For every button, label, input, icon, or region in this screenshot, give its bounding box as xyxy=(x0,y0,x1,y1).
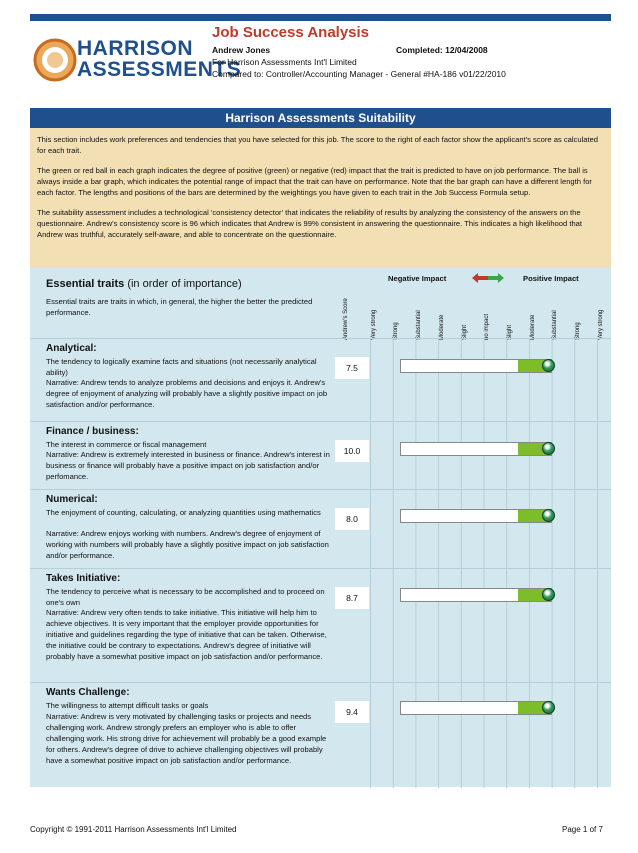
score-column-label: Andrew's Score xyxy=(343,298,349,340)
section-title: Harrison Assessments Suitability xyxy=(30,108,611,128)
essential-traits-heading: Essential traits xyxy=(46,278,125,290)
impact-grid xyxy=(370,339,611,422)
impact-column-label: Very strong xyxy=(371,309,377,340)
score-column-header xyxy=(342,296,352,340)
impact-column-header xyxy=(529,296,539,340)
trait-narrative: Narrative: Andrew enjoys working with numbers. Andrew's degree of enjoyment of working with numbers will probably have a slightly positive impact on job satisfaction and/or performance. xyxy=(46,529,329,560)
impact-column-header xyxy=(438,296,448,340)
impact-column-label: Moderate xyxy=(439,314,445,340)
impact-bar-track xyxy=(400,509,552,523)
trait-narrative: Narrative: Andrew is very motivated by challenging tasks or projects and needs challenging work. Andrew strongly prefers an employer who is able to offer challenging work. His strong drive for achievement will probably be a good example for others. Andrew's degree of drive to achieve challenging objectives will probably have a somewhat positive impact on job satisfaction and/or performance. xyxy=(46,712,327,765)
essential-traits-suffix: (in order of importance) xyxy=(124,278,242,290)
impact-column-label: Moderate xyxy=(530,314,536,340)
company-line: For Harrison Assessments Int'l Limited xyxy=(212,57,357,67)
trait-row xyxy=(30,421,611,489)
impact-column-header xyxy=(392,296,402,340)
impact-column-label: Slight xyxy=(507,324,513,340)
trait-definition: The enjoyment of counting, calculating, or analyzing quantities using mathematics xyxy=(46,508,321,517)
trait-row xyxy=(30,682,611,787)
intro-paragraph: This section includes work preferences and tendencies that you have selected for this job. The score to the right of each factor show the applicant's score as calculated for each trait. xyxy=(37,135,599,155)
trait-score: 7.5 xyxy=(335,357,369,379)
impact-column-header xyxy=(597,296,607,340)
impact-ball xyxy=(542,588,555,601)
footer-page-number: Page 1 of 7 xyxy=(562,825,603,834)
impact-column-label: Strong xyxy=(393,322,399,340)
impact-column-label: Substantial xyxy=(416,310,422,340)
impact-column-header xyxy=(551,296,561,340)
candidate-name: Andrew Jones xyxy=(212,45,271,55)
impact-column-header xyxy=(506,296,516,340)
trait-narrative: Narrative: Andrew tends to analyze problems and decisions and enjoys it. Andrew's degree of enjoyment of analyzing will probably have a slightly positive impact on job satisfaction and/or performance. xyxy=(46,378,328,409)
impact-column-label: Substantial xyxy=(552,310,558,340)
trait-title: Numerical: xyxy=(46,494,98,505)
trait-score: 9.4 xyxy=(335,701,369,723)
intro-paragraph: The suitability assessment includes a technological 'consistency detector' that indicates the reliability of results by analyzing the consistency of the answers on the questionnaire. Andrew's consistency score is 96 which indicates that Andrew is 99% consistent in answering the questionnaire. This indicates a high likelihood that Andrew was truthful, accurately self-aware, and able to concentrate on the questionnaire. xyxy=(37,208,582,239)
logo-line2: ASSESSMENTS xyxy=(77,58,242,81)
negative-impact-label: Negative Impact xyxy=(388,274,447,283)
trait-narrative: Narrative: Andrew is extremely interested in business or finance. Andrew's interest in business or finance will probably have a positive impact on job satisfaction and/or perfomance. xyxy=(46,450,330,481)
trait-narrative: Narrative: Andrew very often tends to take initiative. This initiative will help him to achieve objectives. It is very important that the employer provide opportunities for initiative and guidelines regarding the type of initiative that can be taken. Otherwise, the initiative could be contrary to expectations. Andrew's degree of initiative will probably have a somewhat positive impact on job satisfaction and/or performance. xyxy=(46,608,327,661)
trait-definition: The willingness to attempt difficult tasks or goals xyxy=(46,701,209,710)
traits-panel xyxy=(30,268,611,787)
impact-grid xyxy=(370,569,611,683)
trait-row xyxy=(30,568,611,682)
positive-impact-label: Positive Impact xyxy=(523,274,579,283)
logo-line1: HARRISON xyxy=(77,37,194,60)
impact-grid xyxy=(370,422,611,490)
trait-row xyxy=(30,338,611,421)
impact-column-label: Very strong xyxy=(598,309,604,340)
impact-column-label: Slight xyxy=(462,324,468,340)
trait-score: 10.0 xyxy=(335,440,369,462)
trait-title: Takes Initiative: xyxy=(46,573,121,584)
trait-score: 8.7 xyxy=(335,587,369,609)
trait-definition: The tendency to logically examine facts and situations (not necessarily analytical ability) xyxy=(46,357,317,377)
impact-column-label: Strong xyxy=(575,322,581,340)
impact-ball xyxy=(542,359,555,372)
trait-title: Analytical: xyxy=(46,343,97,354)
intro-paragraph: The green or red ball in each graph indicates the degree of positive (green) or negative (red) impact that the trait is predicted to have on job performance. The ball is always inside a bar graph, which indicates the potential range of impact that the trait can have on performance. Note that the bar graph can have a different length for each factor. The lengths and positions of the bars are determined by the weightings you have given to each trait in the Job Success Formula setup. xyxy=(37,166,592,197)
compared-line: Compared to: Controller/Accounting Manager - General #HA-186 v01/22/2010 xyxy=(212,69,506,79)
essential-traits-description: Essential traits are traits in which, in general, the higher the better the predicted performance. xyxy=(46,297,313,317)
trait-score: 8.0 xyxy=(335,508,369,530)
impact-arrows-icon xyxy=(472,272,504,284)
intro-panel xyxy=(30,128,611,268)
impact-bar-track xyxy=(400,588,552,602)
footer-copyright: Copyright © 1991-2011 Harrison Assessments Int'l Limited xyxy=(30,825,237,834)
impact-column-header xyxy=(574,296,584,340)
trait-title: Wants Challenge: xyxy=(46,687,130,698)
impact-grid xyxy=(370,490,611,569)
trait-title: Finance / business: xyxy=(46,426,139,437)
impact-ball xyxy=(542,442,555,455)
impact-ball xyxy=(542,509,555,522)
trait-definition: The interest in commerce or fiscal management xyxy=(46,440,207,449)
trait-row xyxy=(30,489,611,568)
report-title: Job Success Analysis xyxy=(212,24,370,41)
impact-column-header xyxy=(415,296,425,340)
trait-definition: The tendency to perceive what is necessary to be accomplished and to proceed on one's own xyxy=(46,587,325,607)
impact-column-header xyxy=(370,296,380,340)
completed-date: Completed: 12/04/2008 xyxy=(396,45,488,55)
impact-bar-track xyxy=(400,701,552,715)
top-rule xyxy=(30,14,611,21)
impact-grid xyxy=(370,683,611,788)
impact-column-header xyxy=(461,296,471,340)
impact-column-label: no impact xyxy=(484,313,490,340)
essential-traits-title xyxy=(46,278,242,290)
impact-bar-track xyxy=(400,442,552,456)
impact-column-header xyxy=(483,296,493,340)
impact-ball xyxy=(542,701,555,714)
impact-bar-track xyxy=(400,359,552,373)
